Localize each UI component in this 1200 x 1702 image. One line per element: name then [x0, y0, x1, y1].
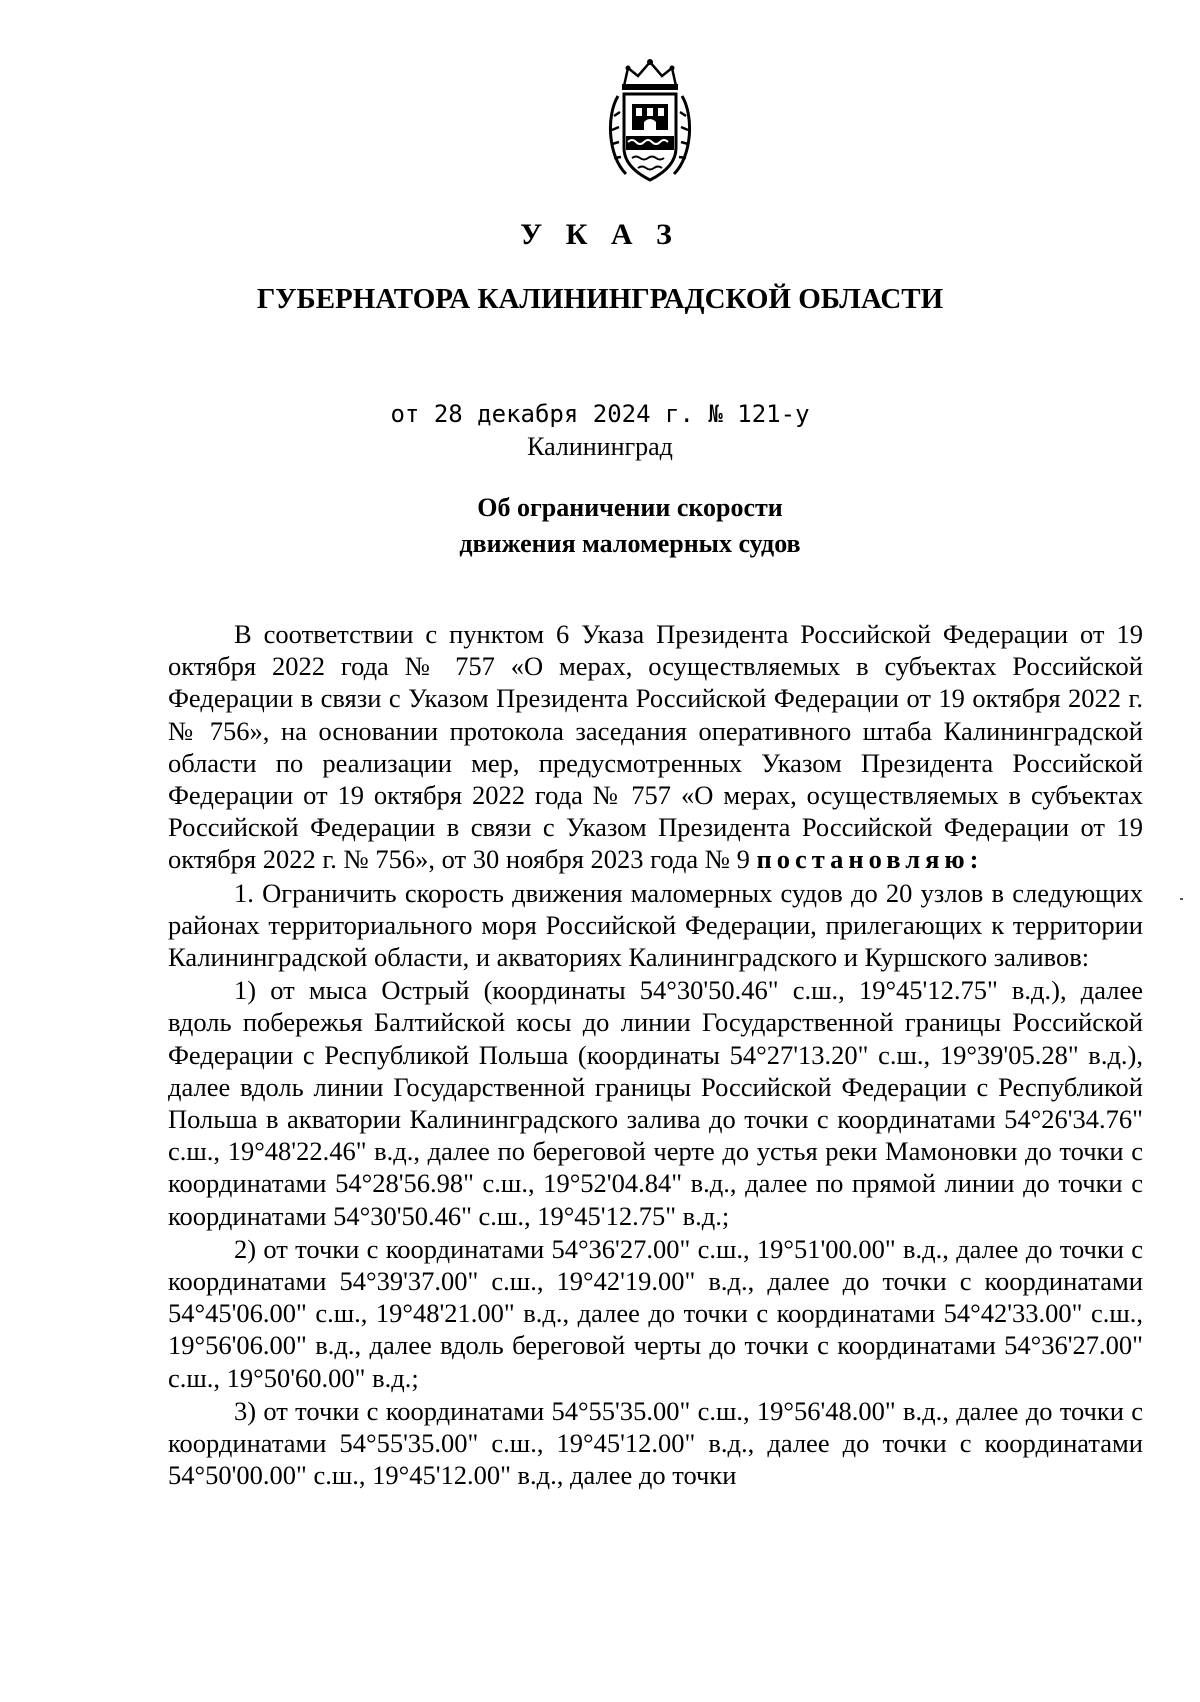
decree-keyword: постановляю: [756, 844, 984, 875]
issuer-heading: ГУБЕРНАТОРА КАЛИНИНГРАДСКОЙ ОБЛАСТИ [256, 283, 944, 315]
preamble-text: В соответствии с пунктом 6 Указа Президента Российской Федерации от 19 октября 2022 года № 757 «О мерах, осуществляемых в субъектах Российской Федерации в связи с Указом Президента Российской Федерации от 19 октября 2022 г. № 756», на основании протокола заседания оперативного штаба Калининградской области по реализации мер, предусмотренных Указом Президента Российской Федерации от 19 октября 2022 года № 757 «О мерах, осуществляемых в субъектах Российской Федерации в связи с Указом Президента Российской Федерации от 19 октября 2022 г. № 756», от 30 ноября 2023 года № 9 [168, 619, 1143, 875]
item-1-paragraph: 1. Ограничить скорость движения маломерных судов до 20 узлов в следующих районах территориального моря Российской Федерации, прилегающих к территории Калининградской области, и акваториях Калининградского и Куршского заливов: [168, 877, 1143, 973]
document-type-heading: У К А З [520, 218, 680, 251]
decree-body [168, 618, 1143, 1491]
date-number-line: от 28 декабря 2024 г. № 121-у [390, 400, 810, 428]
scan-mark [1180, 898, 1183, 900]
city-line: Калининград [527, 432, 673, 461]
subitem-1-paragraph: 1) от мыса Острый (координаты 54°30'50.46" с.ш., 19°45'12.75" в.д.), далее вдоль побережья Балтийской косы до линии Государственной границы Российской Федерации с Республикой Польша (координаты 54°27'13.20" с.ш., 19°39'05.28" в.д.), далее вдоль линии Государственной границы Российской Федерации с Республикой Польша в акватории Калининградского залива до точки с координатами 54°26'34.76" с.ш., 19°48'22.46" в.д., далее по береговой черте до устья реки Мамоновки до точки с координатами 54°28'56.98" с.ш., 19°52'04.84" в.д., далее по прямой линии до точки с координатами 54°30'50.46" с.ш., 19°45'12.75" в.д.; [168, 975, 1143, 1231]
subitem-3-paragraph: 3) от точки с координатами 54°55'35.00" с.ш., 19°56'48.00" в.д., далее до точки с координатами 54°55'35.00" с.ш., 19°45'12.00" в.д., далее до точки с координатами 54°50'00.00" с.ш., 19°45'12.00" в.д., далее до точки [168, 1395, 1143, 1491]
coat-of-arms-icon [604, 56, 696, 184]
subject-line-1: Об ограничении скорости [477, 493, 783, 522]
subitem-2-paragraph: 2) от точки с координатами 54°36'27.00" с.ш., 19°51'00.00" в.д., далее до точки с координатами 54°39'37.00" с.ш., 19°42'19.00" в.д., далее до точки с координатами 54°45'06.00" с.ш., 19°48'21.00" в.д., далее до точки с координатами 54°42'33.00" с.ш., 19°56'06.00" в.д., далее вдоль береговой черты до точки с координатами 54°36'27.00" с.ш., 19°50'60.00" в.д.; [168, 1233, 1143, 1393]
decree-subject [0, 490, 1200, 562]
subject-line-2: движения маломерных судов [459, 529, 801, 558]
preamble-paragraph [168, 618, 1143, 876]
